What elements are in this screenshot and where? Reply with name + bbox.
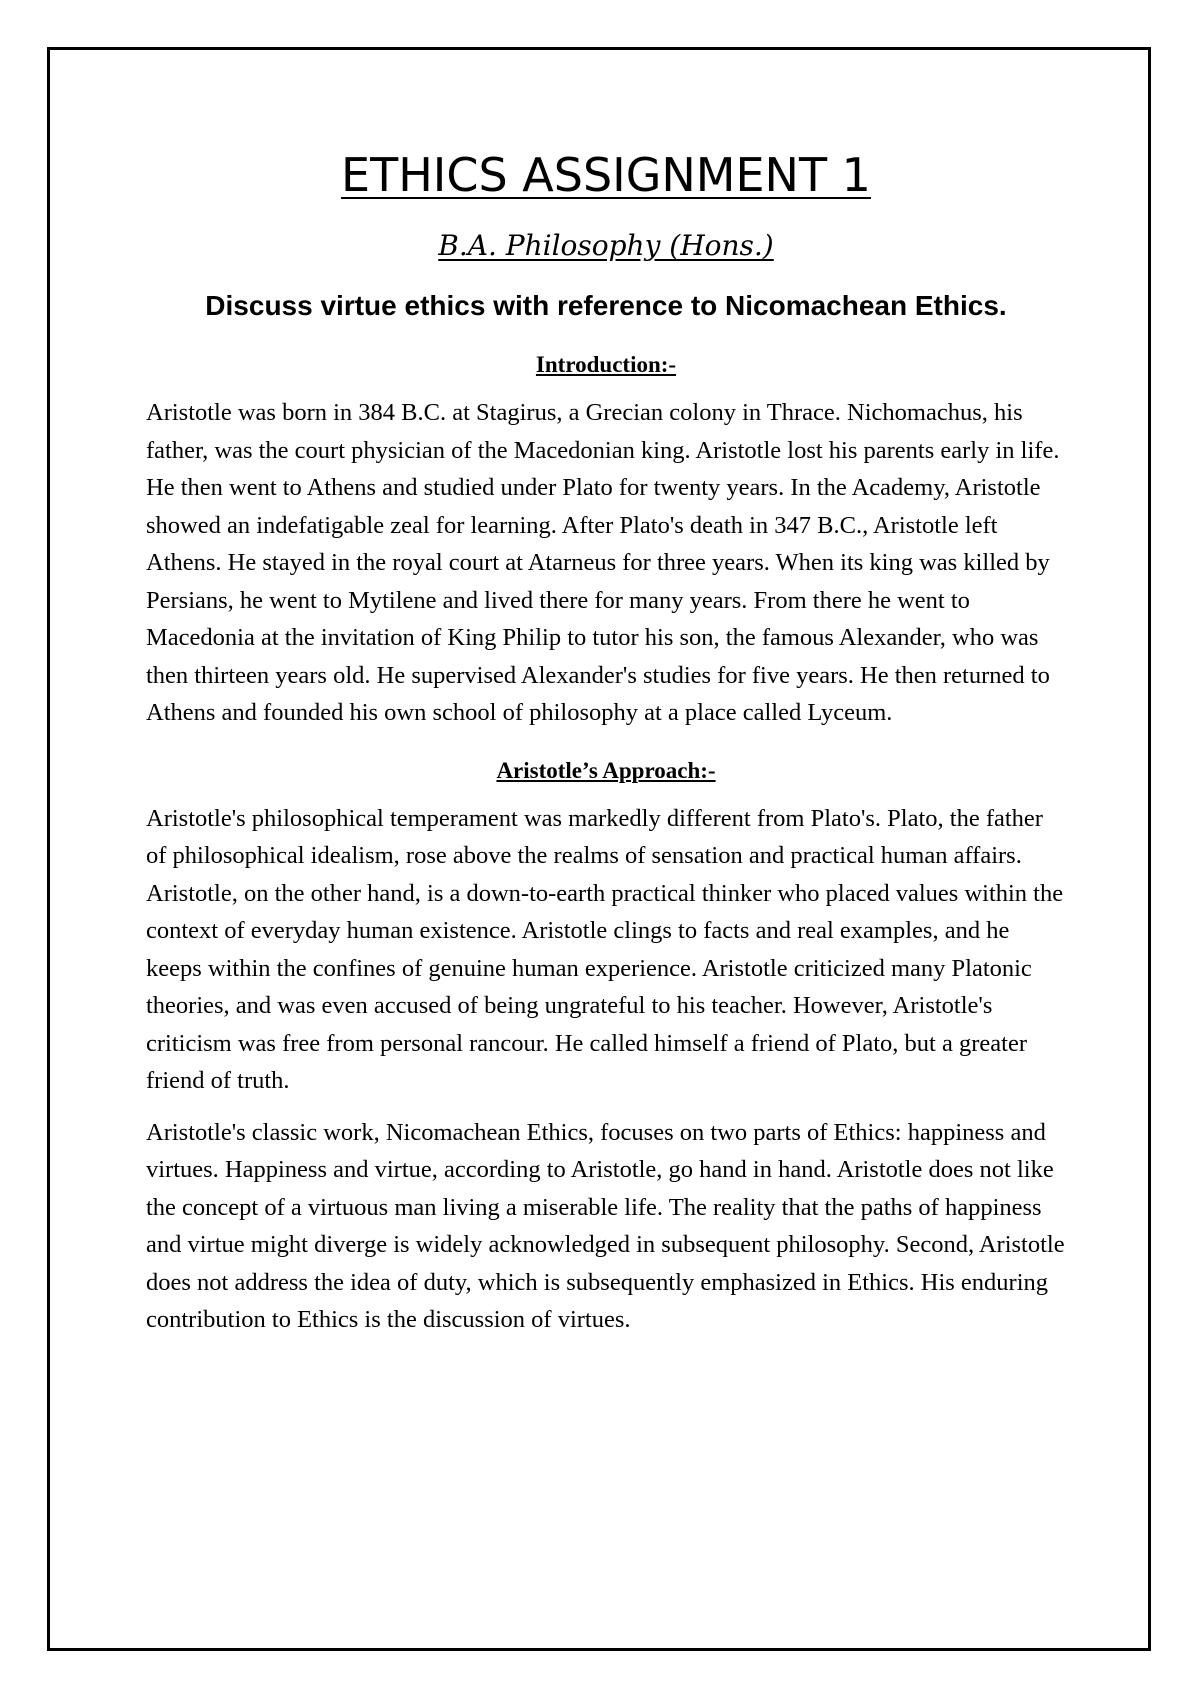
section-aristotles-approach xyxy=(146,754,1066,1339)
paragraph: Aristotle's classic work, Nicomachean Ethics, focuses on two parts of Ethics: happiness and virtues. Happiness and virtue, according to Aristotle, go hand in hand. Aristotle does not like the concept of a virtuous man living a miserable life. The reality that the paths of happiness and virtue might diverge is widely acknowledged in subsequent philosophy. Second, Aristotle does not address the idea of duty, which is subsequently emphasized in Ethics. His enduring contribution to Ethics is the discussion of virtues. xyxy=(146,1118,1065,1333)
document-subtitle: B.A. Philosophy (Hons.) xyxy=(438,229,774,262)
document-body xyxy=(146,140,1066,1339)
section-introduction xyxy=(146,348,1066,732)
document-title: ETHICS ASSIGNMENT 1 xyxy=(341,148,871,202)
assignment-question: Discuss virtue ethics with reference to Nicomachean Ethics. xyxy=(205,290,1007,321)
section-heading: Introduction:- xyxy=(535,352,677,377)
section-heading: Aristotle’s Approach:- xyxy=(496,757,716,783)
paragraph: Aristotle's philosophical temperament was markedly different from Plato's. Plato, the father of philosophical idealism, rose above the realms of sensation and practical human affairs. Aristotle, on the other hand, is a down-to-earth practical thinker who placed values within the context of everyday human existence. Aristotle clings to facts and real examples, and he keeps within the confines of genuine human experience. Aristotle criticized many Platonic theories, and was even accused of being ungrateful to his teacher. However, Aristotle's criticism was free from personal rancour. He called himself a friend of Plato, but a greater friend of truth. xyxy=(146,804,1064,1094)
paragraph: Aristotle was born in 384 B.C. at Stagirus, a Grecian colony in Thrace. Nichomachus, his father, was the court physician of the Macedonian king. Aristotle lost his parents early in life. He then went to Athens and studied under Plato for twenty years. In the Academy, Aristotle showed an indefatigable zeal for learning. After Plato's death in 347 B.C., Aristotle left Athens. He stayed in the royal court at Atarneus for three years. When its king was killed by Persians, he went to Mytilene and lived there for many years. From there he went to Macedonia at the invitation of King Philip to tutor his son, the famous Alexander, who was then thirteen years old. He supervised Alexander's studies for five years. He then returned to Athens and founded his own school of philosophy at a place called Lyceum. xyxy=(146,399,1060,726)
